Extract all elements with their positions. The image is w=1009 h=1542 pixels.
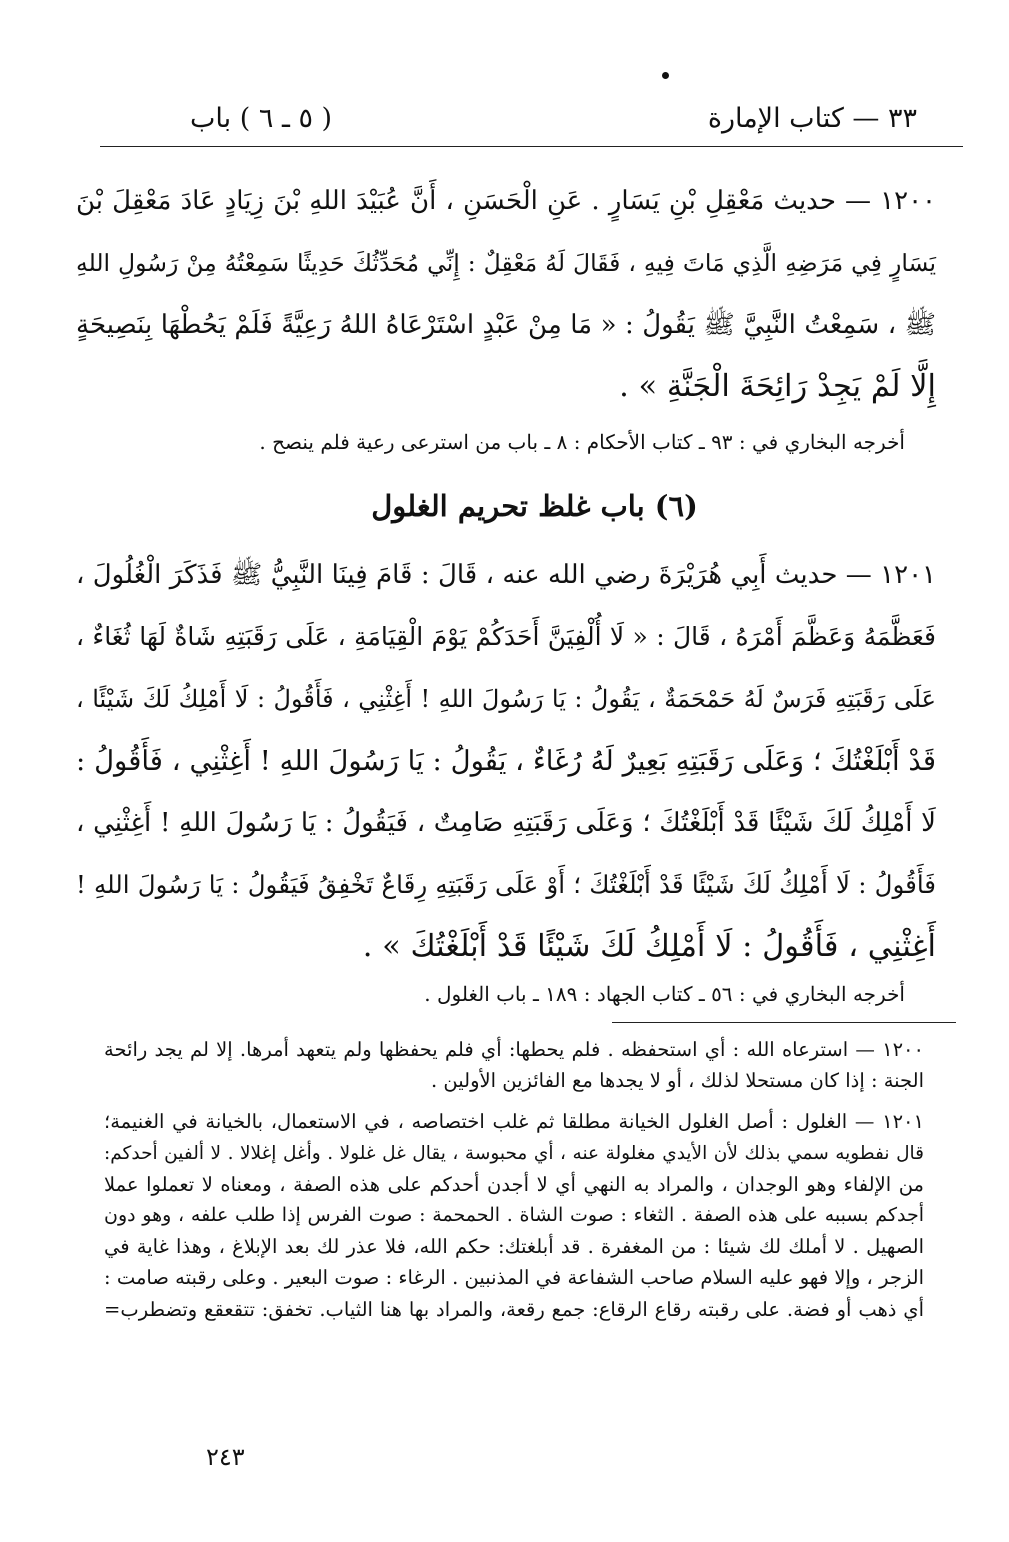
footnote-1201-line: الصهيل . لا أملك لك شيئا : من المغفرة . قد أبلغتك: حكم الله، فلا عذر لك بعد الإبلاغ ، وهذا غاية في (104, 1235, 924, 1259)
hadith-1201-line: ١٢٠١ — حديث أَبِي هُرَيْرَةَ رضي الله عنه ، قَالَ : قَامَ فِينَا النَّبِيُّ ﷺ فَذَكَرَ الْغُلُولَ ، (76, 560, 936, 590)
footnote-1201-line: قال نفطويه سمي بذلك لأن الأيدي مغلولة عنه ، أي محبوسة ، يقال غل غلولا . وأغل إغلالا . لا ألفين أحدكم: (104, 1142, 924, 1164)
hadith-1200-line: يَسَارٍ فِي مَرَضِهِ الَّذِي مَاتَ فِيهِ ، فَقَالَ لَهُ مَعْقِلٌ : إِنِّي مُحَدِّثُكَ حَدِيثًا سَمِعْتُهُ مِنْ رَسُولِ اللهِ (76, 249, 936, 277)
hadith-1201-text (76, 544, 936, 978)
footnote-gap (104, 1096, 924, 1106)
running-header (190, 96, 917, 136)
hadith-1201-source: أخرجه البخاري في : ٥٦ ـ كتاب الجهاد : ١٨٩ ـ باب الغلول . (424, 982, 905, 1006)
footnote-1200-line: الجنة : إذا كان مستحلا لذلك ، أو لا يجدها مع الفائزين الأولين . (431, 1069, 924, 1093)
footnote-1201-line: ١٢٠١ — الغلول : أصل الغلول الخيانة مطلقا ثم غلب اختصاصه ، في الاستعمال، بالخيانة في الغنيمة؛ (104, 1110, 924, 1134)
footnote-1201-line: الزجر ، وإلا فهو عليه السلام صاحب الشفاعة في المذنبين . الرغاء : صوت البعير . وعلى رقبته صامت : (104, 1266, 924, 1290)
footnote-rule (612, 1022, 956, 1023)
hadith-1201-line: لَا أَمْلِكُ لَكَ شَيْئًا قَدْ أَبْلَغْتُكَ ؛ وَعَلَى رَقَبَتِهِ صَامِتٌ ، فَيَقُولُ : يَا رَسُولَ اللهِ ! أَغِثْنِي ، (76, 808, 936, 838)
hadith-1201-line: فَأَقُولُ : لَا أَمْلِكُ لَكَ شَيْئًا قَدْ أَبْلَغْتُكَ ؛ أَوْ عَلَى رَقَبَتِهِ رِقَاعٌ تَخْفِقُ فَيَقُولُ : يَا رَسُولَ اللهِ ! (76, 870, 936, 899)
page-number: ٢٤٣ (206, 1443, 245, 1471)
chapter-title: (٦) باب غلظ تحريم الغلول (371, 489, 698, 523)
hadith-1200-source: أخرجه البخاري في : ٩٣ ـ كتاب الأحكام : ٨ ـ باب من استرعى رعية فلم ينصح . (259, 430, 905, 454)
hadith-1200-line: ١٢٠٠ — حديث مَعْقِلِ بْنِ يَسَارٍ . عَنِ الْحَسَنِ ، أَنَّ عُبَيْدَ اللهِ بْنَ زِيَادٍ عَادَ مَعْقِلَ بْنَ (76, 186, 936, 216)
footnote-1200-line: ١٢٠٠ — استرعاه الله : أي استحفظه . فلم يحطها: أي فلم يحفظها ولم يتعهد أمرها. إلا لم يجد رائحة (104, 1038, 924, 1061)
footnotes (104, 1034, 924, 1325)
header-rule (100, 146, 963, 147)
hadith-1201-line: قَدْ أَبْلَغْتُكَ ؛ وَعَلَى رَقَبَتِهِ بَعِيرٌ لَهُ رُغَاءٌ ، يَقُولُ : يَا رَسُولَ اللهِ ! أَغِثْنِي ، فَأَقُولُ : (76, 745, 936, 777)
header-book-title: ٣٣ — كتاب الإمارة (707, 103, 917, 134)
hadith-1201-line: عَلَى رَقَبَتِهِ فَرَسٌ لَهُ حَمْحَمَةٌ ، يَقُولُ : يَا رَسُولَ اللهِ ! أَغِثْنِي ، فَأَقُولُ : لَا أَمْلِكُ لَكَ شَيْئًا ، (76, 685, 936, 713)
ink-dot (662, 72, 669, 79)
hadith-1200-line: ﷺ ، سَمِعْتُ النَّبِيَّ ﷺ يَقُولُ : « مَا مِنْ عَبْدٍ اسْتَرْعَاهُ اللهُ رَعِيَّةً فَلَمْ يَحُطْهَا بِنَصِيحَةٍ (76, 310, 936, 340)
hadith-1201-line: فَعَظَّمَهُ وَعَظَّمَ أَمْرَهُ ، قَالَ : « لَا أُلْفِيَنَّ أَحَدَكُمْ يَوْمَ الْقِيَامَةِ ، عَلَى رَقَبَتِهِ شَاةٌ لَهَا ثُغَاءٌ ، (76, 622, 936, 651)
footnote-1201-line: من الإلفاء وهو الوجدان ، والمراد به النهي أي لا أجدن أحدكم على هذه الصفة ، ومعناه لا تعملوا عملا (104, 1172, 924, 1196)
hadith-1201-line: أَغِثْنِي ، فَأَقُولُ : لَا أَمْلِكُ لَكَ شَيْئًا قَدْ أَبْلَغْتُكَ » . (362, 929, 936, 964)
footnote-1201-line: أي ذهب أو فضة. على رقبته رقاع الرقاع: جمع رقعة، والمراد بها هنا الثياب. تخفق: تتقعقع وتضطرب= (104, 1297, 924, 1321)
footnote-1201-line: أجدكم بسببه على هذه الصفة . الثغاء : صوت الشاة . الحمحمة : صوت الفرس إذا طلب علفه ، وهو دون (104, 1204, 924, 1227)
hadith-1200-line: إِلَّا لَمْ يَجِدْ رَائِحَةَ الْجَنَّةِ » . (619, 369, 936, 404)
header-chapter-range: ( ٥ ـ ٦ ) باب (190, 103, 333, 134)
hadith-1200-text (76, 170, 936, 418)
